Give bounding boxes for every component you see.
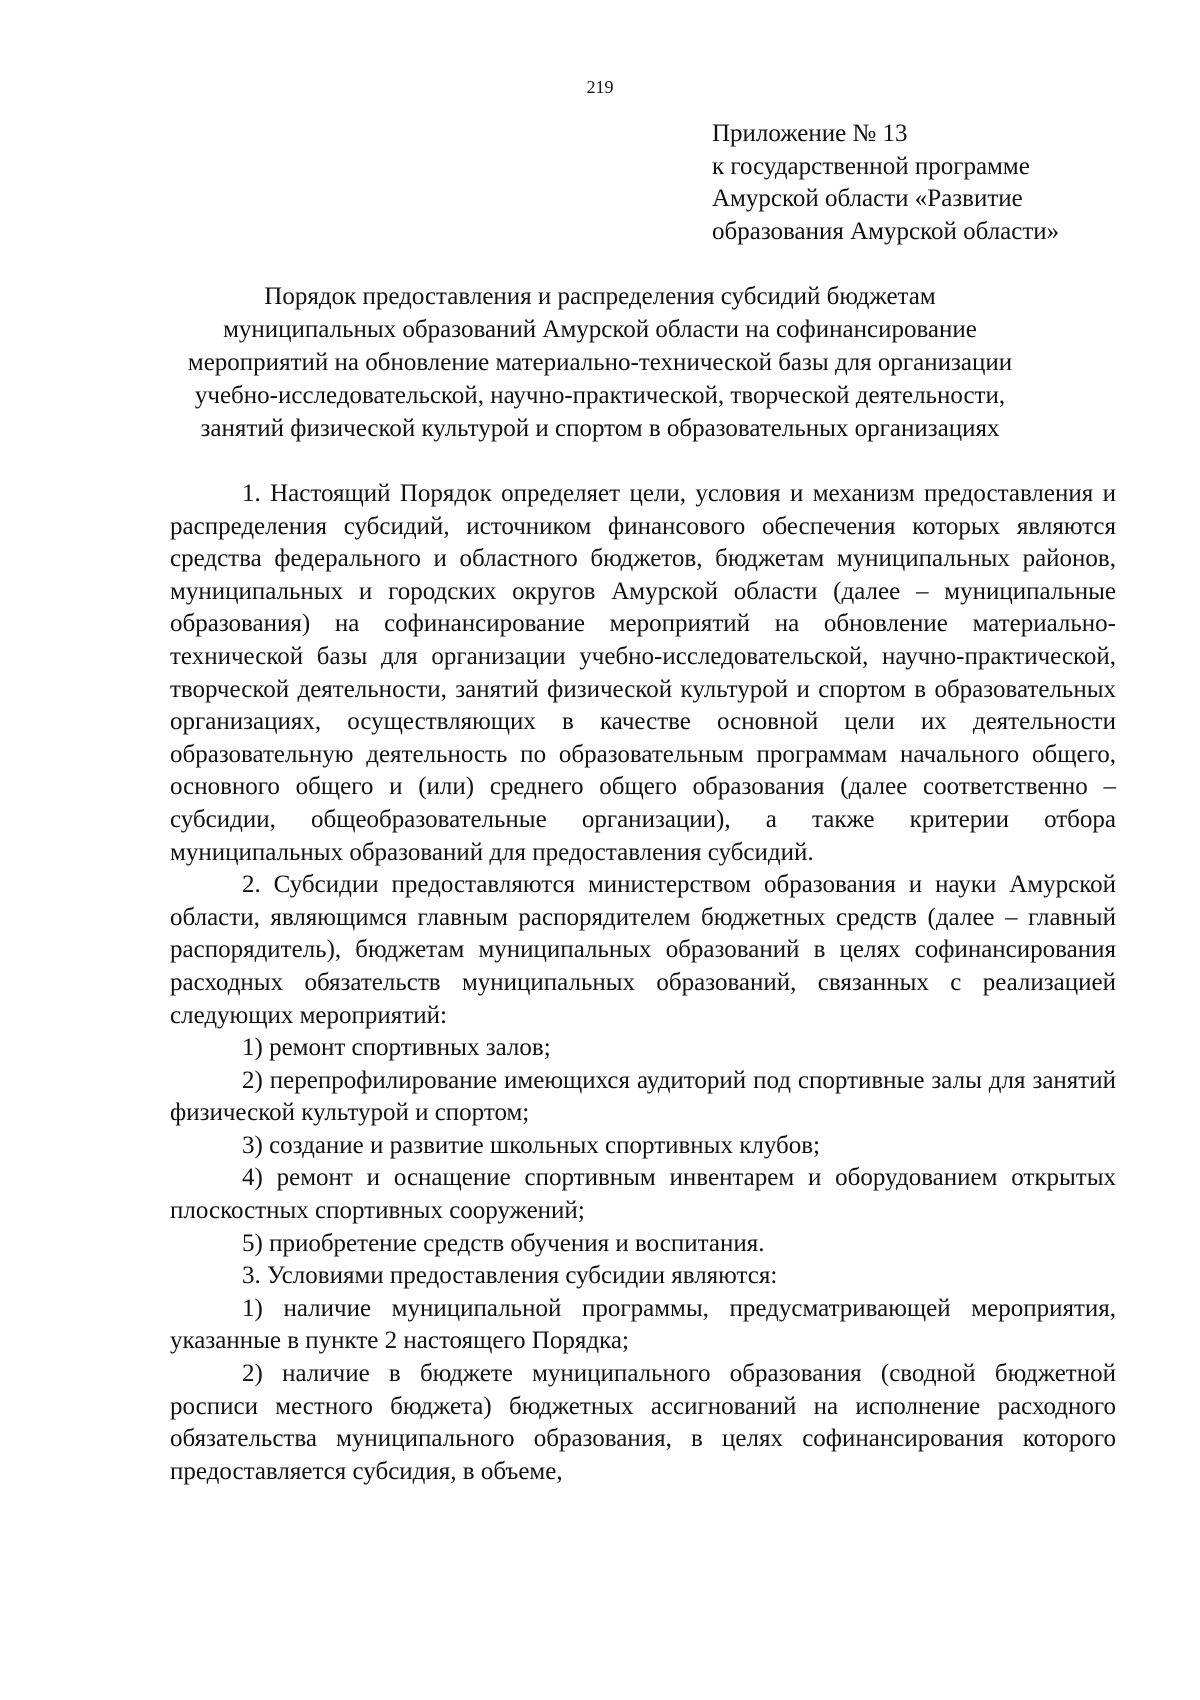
- title-line: Порядок предоставления и распределения субсидий бюджетам: [264, 283, 936, 310]
- appendix-line: Приложение № 13: [712, 120, 908, 147]
- list-item: 3) создание и развитие школьных спортивных клубов;: [242, 1131, 820, 1159]
- list-item: 4) ремонт и оснащение спортивным инвентарем и оборудованием открытых плоскостных спортивных сооружений;: [170, 1164, 1116, 1225]
- appendix-line: к государственной программе: [712, 152, 1030, 180]
- document-body: [170, 478, 1116, 1488]
- list-item: 2) перепрофилирование имеющихся аудиторий под спортивные залы для занятий физической культурой и спортом;: [170, 1066, 1116, 1127]
- title-line: учебно-исследовательской, научно-практической, творческой деятельности,: [194, 382, 1006, 409]
- title-line: муниципальных образований Амурской области на софинансирование: [223, 316, 977, 343]
- appendix-line: образования Амурской области»: [712, 217, 1060, 245]
- appendix-line: Амурской области «Развитие: [712, 185, 1023, 212]
- page-number: 219: [586, 77, 614, 97]
- list-item: 1) наличие муниципальной программы, предусматривающей мероприятия, указанные в пункте 2 настоящего Порядка;: [170, 1294, 1116, 1355]
- paragraph: 2. Субсидии предоставляются министерством образования и науки Амурской области, являющимся главным распорядителем бюджетных средств (далее – главный распорядитель), бюджетам муниципальных образований в целях софинансирования расходных обязательств муниципальных образований, связанных с реализацией следующих мероприятий:: [170, 871, 1116, 1029]
- list-item: 5) приобретение средств обучения и воспитания.: [242, 1229, 765, 1257]
- title-line: мероприятий на обновление материально-технической базы для организации: [187, 349, 1013, 376]
- paragraph: 3. Условиями предоставления субсидии являются:: [242, 1262, 778, 1290]
- title-line: занятий физической культурой и спортом в образовательных организациях: [200, 415, 1000, 442]
- list-item: 2) наличие в бюджете муниципального образования (сводной бюджетной росписи местного бюджета) бюджетных ассигнований на исполнение расходного обязательства муниципального образования, в целях софинансирования которого предоставляется субсидия, в объеме,: [170, 1360, 1116, 1485]
- document-title: [150, 280, 1050, 445]
- appendix-header: [712, 118, 1132, 248]
- paragraph: 1. Настоящий Порядок определяет цели, условия и механизм предоставления и распределения субсидий, источником финансового обеспечения которых являются средства федерального и областного бюджетов, бюджетам муниципальных районов, муниципальных и городских округов Амурской области (далее – муниципальные образования) на софинансирование мероприятий на обновление материально-технической базы для организации учебно-исследовательской, научно-практической, творческой деятельности, занятий физической культурой и спортом в образовательных организациях, осуществляющих в качестве основной цели их деятельности образовательную деятельность по образовательным программам начального общего, основного общего и (или) среднего общего образования (далее соответственно – субсидии, общеобразовательные организации), а также критерии отбора муниципальных образований для предоставления субсидий.: [170, 480, 1116, 866]
- list-item: 1) ремонт спортивных залов;: [242, 1034, 551, 1062]
